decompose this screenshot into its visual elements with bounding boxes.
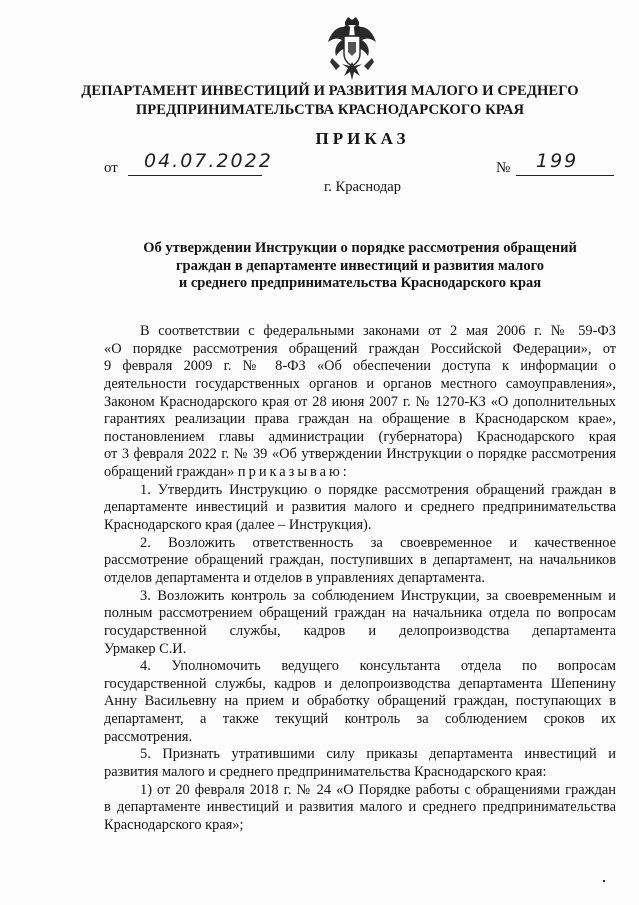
body-line: 4. Уполномочить ведущего консультанта отдела по вопросам — [140, 658, 616, 675]
body-line: 1. Утвердить Инструкцию о порядке рассмотрения обращений граждан в — [140, 481, 616, 498]
number-label: № — [496, 160, 511, 176]
body-line: гарантиях реализации права граждан на обращение в Краснодарском крае», — [104, 411, 616, 428]
body-line: Анну Васильевну на прием и обработку обращений граждан, поступающих в — [104, 693, 616, 710]
department-name-line1: ДЕПАРТАМЕНТ ИНВЕСТИЦИЙ И РАЗВИТИЯ МАЛОГО И СРЕДНЕГО — [81, 83, 579, 99]
body-line: 2. Возложить ответственность за своевременное и качественное — [140, 534, 616, 551]
from-label: от — [104, 160, 118, 176]
body-line: рассмотрения. — [104, 728, 193, 745]
body-line: Краснодарского края»; — [104, 816, 244, 833]
number-underline — [516, 175, 614, 176]
department-name-line2: ПРЕДПРИНИМАТЕЛЬСТВА КРАСНОДАРСКОГО КРАЯ — [135, 102, 525, 118]
body-line: 9 февраля 2009 г. № 8-ФЗ «Об обеспечении доступа к информации о — [104, 358, 616, 375]
body-line: государственной службы, кадров и делопроизводства департамента Шепенину — [104, 675, 616, 692]
body-line: Краснодарского края (далее – Инструкция). — [104, 517, 372, 534]
body-line: департаменте инвестиций и развития малого и среднего предпринимательства — [104, 499, 616, 516]
body-line: Законом Краснодарского края от 28 июня 2007 г. № 1270-КЗ «О дополнительных — [104, 393, 616, 410]
order-subject — [100, 240, 620, 293]
body-line: полным рассмотрением обращений граждан на начальника отдела по вопросам — [104, 605, 616, 622]
body-line — [104, 464, 616, 482]
body-line: 5. Признать утратившими силу приказы департамента инвестиций и — [140, 746, 616, 763]
subject-line: и среднего предпринимательства Краснодарского края — [178, 275, 542, 292]
body-line: Урмакер С.И. — [104, 640, 187, 657]
subject-line: граждан в департаменте инвестиций и развития малого — [175, 257, 545, 274]
body-text: обращений граждан» — [104, 464, 235, 481]
body-line: государственной службы, кадров и делопроизводства департамента — [104, 622, 616, 639]
subject-line: Об утверждении Инструкции о порядке рассмотрения обращений — [143, 240, 577, 256]
page-mark — [603, 880, 605, 882]
body-line: 3. Возложить контроль за соблюдением Инструкции, за своевременным и — [140, 587, 616, 604]
order-body — [104, 323, 616, 835]
body-line: «О порядке рассмотрения обращений граждан Российской Федерации», от — [104, 340, 616, 357]
body-line: отделов департамента и отделов в управлениях департамента. — [104, 569, 485, 586]
date-underline — [128, 175, 262, 176]
coat-of-arms-icon — [326, 14, 378, 84]
body-line: рассмотрение обращений граждан, поступивших в департамент, на начальников — [104, 552, 616, 569]
city: г. Краснодар — [323, 179, 401, 195]
body-line: деятельности государственных органов и органов местного самоуправления», — [104, 375, 616, 392]
body-line: постановлением главы администрации (губернатора) Краснодарского края — [104, 428, 616, 445]
body-line: 1) от 20 февраля 2018 г. № 24 «О Порядке работы с обращениями граждан — [140, 781, 616, 798]
body-line: В соответствии с федеральными законами от 2 мая 2006 г. № 59-ФЗ — [140, 323, 616, 339]
body-line: развития малого и среднего предпринимательства Краснодарского края: — [104, 764, 547, 781]
body-line: от 3 февраля 2022 г. № 39 «Об утверждении Инструкции о порядке рассмотрения — [104, 446, 616, 463]
body-line: в департаменте инвестиций и развития малого и среднего предпринимательства — [104, 799, 616, 816]
order-date: 04.07.2022 — [144, 150, 273, 172]
order-number: 199 — [536, 150, 579, 172]
order-title: ПРИКАЗ — [315, 129, 410, 148]
body-line: департамент, а также текущий контроль за соблюдением сроков их — [104, 711, 616, 728]
department-name — [60, 82, 600, 120]
order-keyword: приказываю: — [237, 464, 350, 481]
